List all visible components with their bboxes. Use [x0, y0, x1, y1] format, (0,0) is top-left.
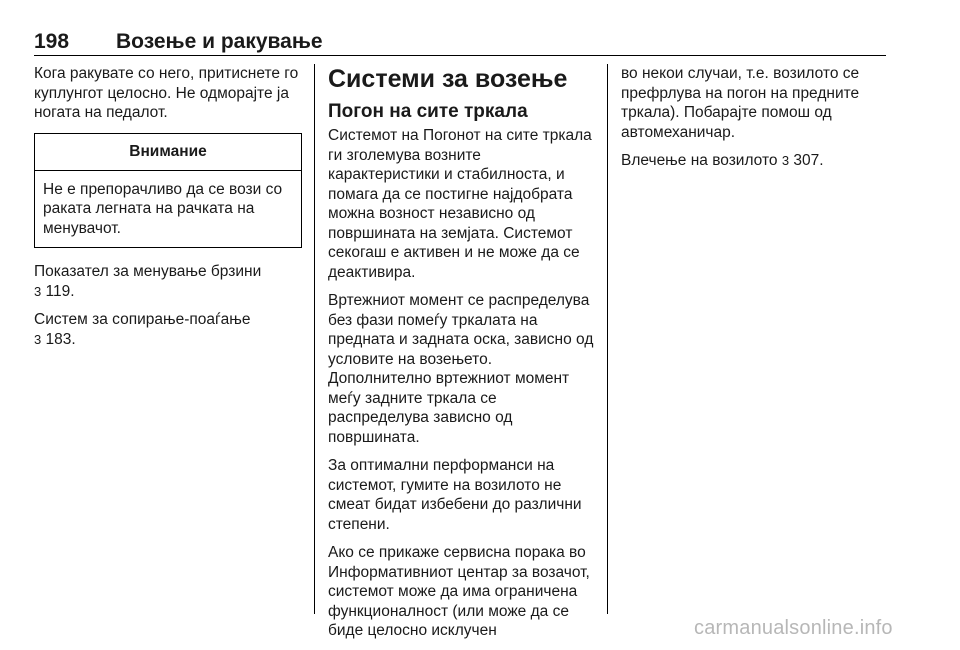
cross-reference-text: Систем за сопирање-поаѓање [34, 311, 251, 328]
page-reference-icon: 3 [34, 331, 42, 347]
column-left [34, 64, 302, 358]
cross-reference-page[interactable]: 119. [45, 282, 75, 300]
header-divider [34, 55, 886, 56]
body-paragraph: Ако се прикаже сервисна порака во Информативниот центар за возачот, системот може да има ограничена функционалност (или може да се биде целосно исклучен [328, 544, 590, 639]
cross-reference-page[interactable]: 183. [45, 330, 76, 348]
body-paragraph: во некои случаи, т.е. возилото се префрлува на погон на предните тркала). Побарајте помош од автомеханичар. [621, 65, 860, 141]
section-heading: Системи за возење [328, 65, 568, 93]
column-divider-right [607, 64, 608, 614]
cross-reference-text: Показател за менување брзини [34, 263, 262, 280]
warning-box [34, 133, 302, 249]
page-number: 198 [34, 30, 70, 53]
cross-reference [34, 262, 302, 301]
cross-reference-text: Влечење на возилото [621, 152, 778, 169]
body-paragraph: За оптимални перформанси на системот, гумите на возилото не смеат бидат избебени до различни степени. [328, 457, 582, 533]
site-watermark: carmanualsonline.info [694, 617, 893, 639]
column-divider-left [314, 64, 315, 614]
body-paragraph: Вртежниот момент се распределува без фази помеѓу тркалата на предната и задната оска, зависно од условите на возењето. Дополнително вртежниот момент меѓу задните тркала се распределува зависно од површината. [328, 292, 594, 446]
cross-reference [621, 151, 889, 171]
chapter-title: Возење и ракување [116, 30, 323, 53]
warning-body: Не е препорачливо да се вози со раката легната на рачката на менувачот. [43, 180, 283, 237]
column-middle [328, 64, 596, 650]
body-paragraph: Системот на Погонот на сите тркала ги зголемува возните карактеристики и стабилноста, и помага да се постигне најдобрата можна возност независно од површината на земјата. Системот секогаш е активен и не може да се деактивира. [328, 127, 592, 281]
page-header [34, 30, 886, 54]
page-reference-icon: 3 [34, 283, 42, 299]
cross-reference [34, 310, 302, 349]
cross-reference-page[interactable]: 307. [793, 152, 824, 169]
column-right [621, 64, 889, 180]
subsection-heading: Погон на сите тркала [328, 101, 528, 122]
warning-title: Внимание [35, 134, 301, 171]
clutch-paragraph: Кога ракувате со него, притиснете го куплунгот целосно. Не одморајте ја ногата на педалот. [34, 65, 299, 121]
page-reference-icon: 3 [781, 153, 790, 168]
